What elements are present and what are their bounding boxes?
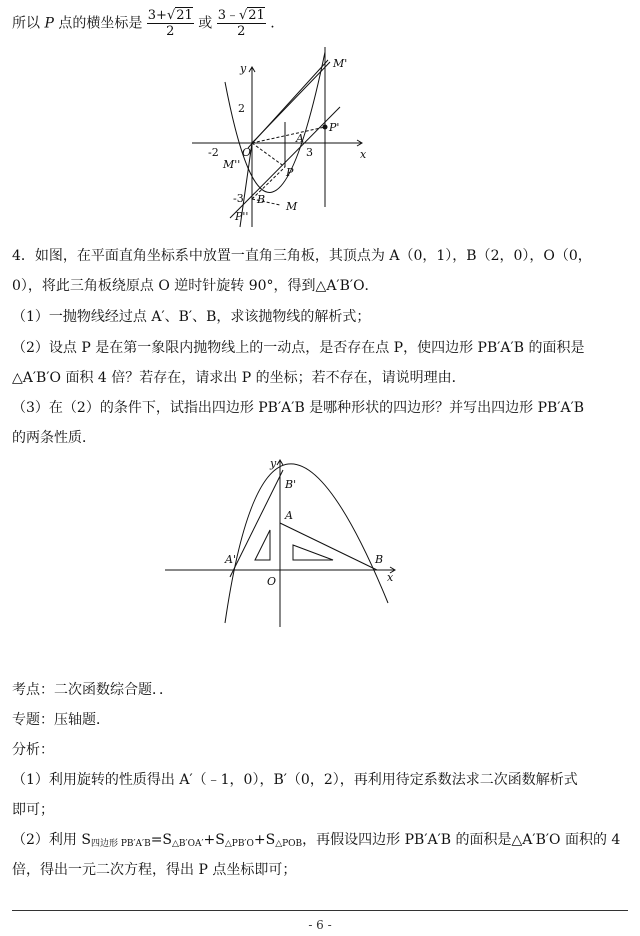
problem-line-2: 0），将此三角板绕原点 O 逆时针旋转 90°，得到△A′B′O． [12,278,379,294]
frac2-root: 21 [248,8,265,23]
fig2-label-x: x [387,571,394,584]
page-number: - 6 - [308,918,332,932]
fig2-label-b1: B' [285,478,297,491]
fig2-line-a1b1 [230,470,283,577]
problem-line-7: 的两条性质． [12,430,96,446]
intro-var-p: P [44,15,54,32]
intro-end: . [270,15,275,32]
a3-pre: （2）利用 S [12,832,91,848]
fig2-label-y: y [270,457,277,470]
fig1-dash-op [252,143,285,167]
fraction-1: $\frac{3+√21}{2}$ [147,8,193,39]
frac2-num: 3﹣ [217,8,239,23]
fig1-label-m2: M'' [223,158,241,171]
fig1-label-x: x [360,148,367,161]
fig1-tick-m3: -3 [233,192,244,205]
analysis-line-1: （1）利用旋转的性质得出 A′（﹣1，0），B′（0，2），再利用待定系数法求二次函数解析式 [12,772,578,788]
fig1-label-p: P [286,166,294,179]
intro-line [12,8,632,39]
fig1-label-o: O [242,146,252,159]
analysis-line-3 [12,830,632,854]
a3-s2: △PB′O [224,839,254,849]
fig1-label-p2: P'' [235,210,249,223]
intro-or: 或 [198,15,213,32]
fig2-label-a1: A' [225,553,236,566]
problem-line-1: 4．如图，在平面直角坐标系中放置一直角三角板，其顶点为 A（0，1），B（2，0），O（0， [12,248,592,264]
figure-1 [190,42,370,232]
fig1-point-p1 [323,125,328,130]
intro-prefix: 所以 [12,15,40,32]
fig1-tick-m2: -2 [208,146,219,159]
problem-line-4: （2）设点 P 是在第一象限内抛物线上的一动点，是否存在点 P，使四边形 PB′A′B 的面积是 [12,340,585,356]
frac1-root: 21 [176,8,193,23]
a3-eq: =S [150,832,173,848]
frac1-den: 2 [166,24,175,39]
a3-plus2: +S [253,832,276,848]
fig2-inner-triangle-left [255,530,270,560]
fig1-tick-2: 2 [238,102,245,115]
fig1-line-steep [252,62,330,143]
fig1-label-m: M [286,200,298,213]
fig2-label-b: B [375,553,384,566]
zhuanti-line: 专题：压轴题． [12,712,110,728]
fig2-parabola [225,464,388,623]
a3-sub: 四边形 PB′A′B [90,839,151,849]
figure-2 [165,455,405,630]
a3-plus1: +S [203,832,225,848]
frac2-den: 2 [237,24,246,39]
fig1-tick-3: 3 [306,146,313,159]
fig2-inner-triangle-right [293,545,333,560]
problem-line-3: （1）一抛物线经过点 A′、B′、B，求该抛物线的解析式； [12,309,371,325]
fig1-label-a: A [296,132,304,145]
problem-line-5: △A′B′O 面积 4 倍？若存在，请求出 P 的坐标；若不存在，请说明理由． [12,370,466,386]
fraction-2: $\frac{3﹣√21}{2}$ [217,8,265,39]
a3-s1: △B′OA′ [172,839,204,849]
fig1-label-p1: P' [329,121,340,134]
fig1-label-y: y [240,62,247,75]
fig2-label-o: O [267,575,277,588]
fenxi-line: 分析： [12,742,54,758]
fig1-label-m1: M' [333,57,348,70]
fig1-dash-op1 [252,127,325,143]
intro-mid: 点的横坐标是 [58,15,143,32]
kaodian-line: 考点：二次函数综合题．． [12,682,173,698]
footer-rule [12,910,628,911]
a3-s3: △POB [275,839,303,849]
analysis-line-4: 倍，得出一元二次方程，得出 P 点坐标即可； [12,862,297,878]
fig2-label-a: A [285,509,293,522]
analysis-line-2: 即可； [12,802,54,818]
problem-line-6: （3）在（2）的条件下，试指出四边形 PB′A′B 是哪种形状的四边形？并写出四边形 PB′A′B [12,400,585,416]
fig1-label-b: B [257,193,266,206]
frac1-num: 3+ [147,8,167,23]
a3-post: ，再假设四边形 PB′A′B 的面积是△A′B′O 面积的 4 [302,832,621,848]
